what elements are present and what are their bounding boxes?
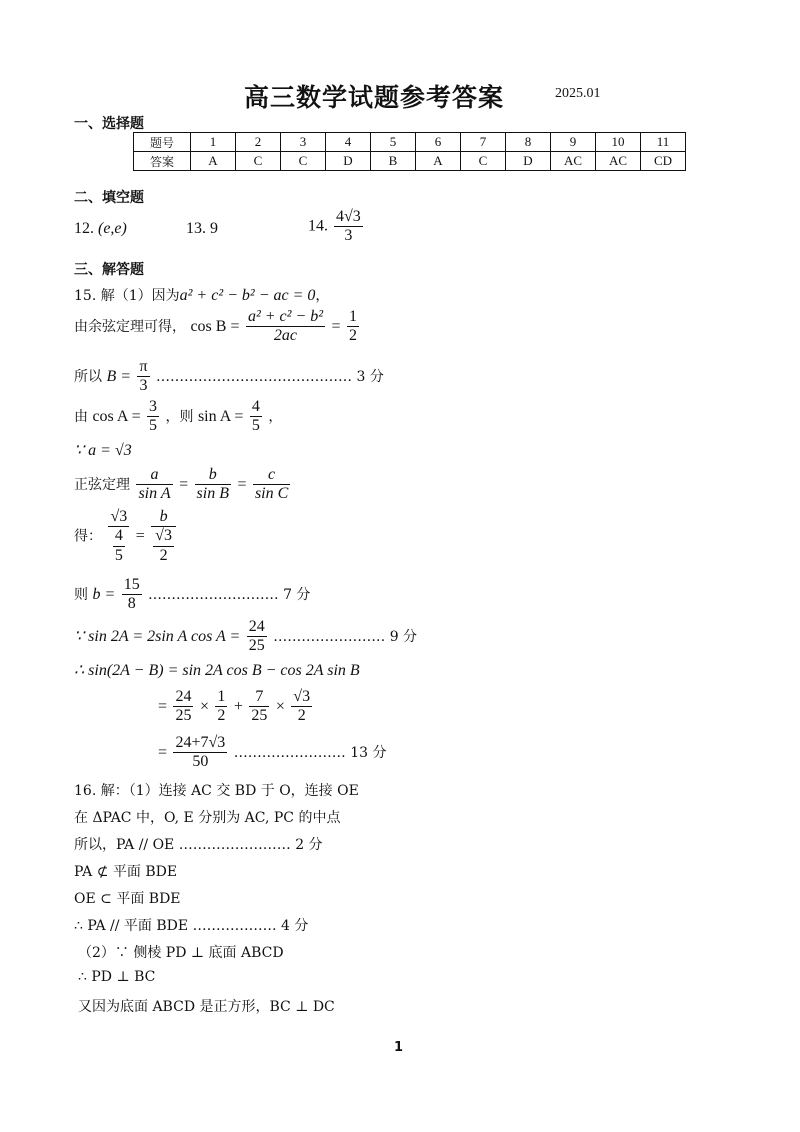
fraction-numerator: 4: [114, 527, 123, 545]
leader-dots: ……………………: [178, 837, 291, 853]
p15-get-text: 得：: [74, 528, 102, 545]
q14-fraction: [334, 208, 363, 246]
question-number: 6: [416, 133, 461, 152]
question-number: 2: [236, 133, 281, 152]
p15-line-9: [74, 618, 417, 656]
p15-inner-fraction: [153, 527, 174, 565]
p16-line-3: [74, 834, 323, 854]
equals-sign: =: [158, 697, 168, 715]
answer-cell: C: [281, 152, 326, 171]
p15-equation: a² + c² − b² − ac = 0: [179, 287, 316, 304]
fraction-numerator: 7: [255, 688, 264, 705]
q12-number: 12.: [74, 220, 94, 237]
p15-sine-ratio-b: [195, 466, 231, 504]
fraction-denominator: 2: [291, 706, 312, 725]
q14-numerator: 4√3: [336, 208, 361, 225]
fraction-numerator: 3: [149, 398, 158, 415]
leader-dots: ………………: [192, 918, 277, 934]
p15-sina-fraction: [250, 398, 262, 436]
fraction-numerator: 1: [217, 688, 226, 705]
fraction-denominator: 25: [248, 637, 265, 655]
fraction-numerator: c: [268, 466, 276, 483]
fill-q12: [74, 220, 127, 238]
answer-cell: CD: [641, 152, 686, 171]
leader-dots: .………………………: [148, 586, 279, 603]
fraction-numerator: π: [139, 358, 148, 375]
q14-denominator: 3: [334, 226, 363, 245]
fraction-denominator: sin C: [254, 485, 289, 503]
fraction-denominator: sin A: [138, 485, 171, 503]
section-fill-heading: 二、填空题: [74, 190, 144, 206]
question-number: 3: [281, 133, 326, 152]
fraction: [291, 688, 312, 726]
fraction-denominator: 2ac: [246, 326, 325, 345]
plus-sign: +: [233, 697, 243, 715]
question-number: 8: [506, 133, 551, 152]
fraction: [173, 688, 193, 726]
fraction-denominator: 50: [173, 752, 227, 771]
p15-sine-ratio-c: [253, 466, 290, 504]
question-number: 4: [326, 133, 371, 152]
section-choice-heading: 一、选择题: [74, 116, 144, 132]
p15-half-fraction: [347, 308, 359, 346]
p15-pi-fraction: [137, 358, 149, 396]
fraction-numerator: 24: [175, 688, 192, 705]
p15-cosa-fraction: [147, 398, 159, 436]
answer-cell: AC: [551, 152, 596, 171]
p15-line-8: [74, 576, 310, 614]
page-number: 1: [394, 1040, 404, 1055]
p15-sin2a-expr: ∵ sin 2A = 2sin A cos A =: [74, 627, 241, 645]
p16-parallel-text: 所以，PA // OE: [74, 837, 175, 853]
p15-b-fraction: [122, 576, 142, 614]
answer-cell: C: [236, 152, 281, 171]
leader-dots: ……………………: [273, 628, 386, 645]
answer-cell: D: [326, 152, 371, 171]
fraction-denominator: 25: [251, 707, 268, 725]
q14-number: 14.: [308, 217, 328, 235]
equals-sign: =: [158, 743, 168, 761]
page-title: 高三数学试题参考答案: [244, 83, 505, 112]
fraction: [249, 688, 269, 726]
p15-line-10: ∴ sin(2A − B) = sin 2A cos B − cos 2A sin B: [74, 662, 360, 679]
score-label: 7 分: [283, 586, 311, 603]
p15-line-5: ∵ a = √3: [74, 442, 132, 459]
fraction-numerator: a² + c² − b²: [247, 308, 324, 325]
leader-dots: ……………………: [233, 744, 346, 761]
fraction-numerator: √3: [110, 508, 128, 525]
fraction-numerator: b: [208, 466, 217, 483]
fraction-denominator: 3: [137, 376, 149, 395]
question-number: 7: [461, 133, 506, 152]
p15-cosine-law-text: 由余弦定理可得，: [74, 318, 186, 335]
equals-sign: =: [135, 527, 145, 545]
p16-line-1: 16. 解：（1）连接 AC 交 BD 于 O，连接 OE: [74, 783, 359, 799]
p15-cosa-lhs: cos A =: [92, 407, 141, 425]
fraction-numerator: 1: [348, 308, 357, 325]
table-row-label: 题号: [134, 133, 191, 152]
exam-date: 2025.01: [555, 86, 601, 101]
q13-answer: 9: [210, 220, 218, 237]
p16-line-5: OE ⊂ 平面 BDE: [74, 891, 181, 907]
fraction-numerator: a: [150, 466, 159, 483]
p15-sine-law-text: 正弦定理: [74, 476, 130, 493]
p16-line-8: ∴ PD ⊥ BC: [78, 969, 156, 985]
question-number: 11: [641, 133, 686, 152]
p15-compound-fraction-right: [151, 508, 176, 565]
p15-line-4: [74, 398, 282, 436]
answer-cell: B: [371, 152, 416, 171]
answer-cell: C: [461, 152, 506, 171]
p16-line-2: 在 ΔPAC 中，O, E 分别为 AC, PC 的中点: [74, 810, 341, 826]
p15-line-12: [158, 734, 386, 772]
leader-dots: ……………………………………: [156, 368, 353, 385]
fraction-denominator: 25: [175, 707, 192, 725]
fraction-numerator: 4: [251, 398, 260, 415]
times-sign: ×: [275, 697, 285, 715]
fraction: [215, 688, 227, 726]
p15-b-lhs: B =: [106, 367, 132, 385]
p15-sina-lhs: sin A =: [197, 407, 244, 425]
p15-from-text: 由: [74, 408, 88, 425]
score-label: 9 分: [389, 628, 418, 645]
times-sign: ×: [199, 697, 209, 715]
p16-line-9: 又因为底面 ABCD 是正方形，BC ⊥ DC: [78, 999, 335, 1015]
p15-then-text: ，则: [165, 408, 194, 425]
question-number: 9: [551, 133, 596, 152]
p15-comma: ，: [315, 288, 330, 304]
fill-q13: [186, 220, 218, 238]
p16-line-6: [74, 915, 308, 935]
p15-compound-fraction-left: [108, 508, 129, 565]
answer-cell: A: [191, 152, 236, 171]
fraction-denominator: sin B: [196, 485, 229, 503]
fraction-numerator: 24: [248, 618, 265, 635]
answer-table-number-row: [134, 133, 686, 152]
equals-sign: =: [179, 475, 189, 493]
fraction-denominator: 5: [251, 417, 260, 435]
fraction-denominator: 5: [114, 546, 123, 564]
q13-number: 13.: [186, 220, 206, 237]
fraction-numerator: 15: [123, 576, 140, 593]
question-number: 5: [371, 133, 416, 152]
section-solve-heading: 三、解答题: [74, 262, 144, 278]
answer-table: [133, 132, 686, 171]
p15-line-6: [74, 466, 292, 504]
p15-sine-ratio-a: [136, 466, 172, 504]
fraction-numerator: √3: [155, 527, 172, 545]
fraction-denominator: [151, 526, 176, 565]
p16-line-7: （2）∵ 侧棱 PD ⊥ 底面 ABCD: [78, 945, 284, 961]
equals-sign: =: [331, 317, 341, 335]
p15-inner-fraction: [113, 527, 125, 565]
p15-line-3: [74, 358, 384, 396]
p15-final-fraction: [173, 734, 227, 772]
p15-comma: ，: [268, 408, 283, 425]
answer-cell: AC: [596, 152, 641, 171]
p15-cosb-lhs: cos B =: [190, 317, 240, 335]
p15-line-2: [74, 308, 361, 346]
question-number: 1: [191, 133, 236, 152]
score-label: 3 分: [356, 368, 384, 385]
question-number: 10: [596, 133, 641, 152]
fraction-denominator: 2: [348, 327, 357, 345]
p15-b-lhs: b =: [92, 585, 116, 603]
answer-cell: D: [506, 152, 551, 171]
p15-sin2a-fraction: [247, 618, 267, 656]
p15-line-1: [74, 285, 329, 305]
answer-table-answer-row: [134, 152, 686, 171]
fraction-numerator: b: [159, 508, 168, 525]
answer-table-wrapper: [133, 132, 686, 171]
fill-q14: [308, 208, 365, 246]
table-row-label: 答案: [134, 152, 191, 171]
score-label: 4 分: [281, 918, 309, 934]
answer-cell: A: [416, 152, 461, 171]
p16-conclusion-text: ∴ PA // 平面 BDE: [74, 918, 189, 934]
fraction-numerator: √3: [293, 688, 311, 705]
score-label: 13 分: [350, 744, 387, 761]
p15-so-text: 所以: [74, 368, 102, 385]
fraction-denominator: 2: [217, 707, 226, 725]
fraction-numerator: 24+7√3: [175, 734, 226, 751]
fraction-denominator: 2: [153, 546, 174, 565]
q12-answer: (e,e): [98, 220, 127, 237]
p15-line-11: [158, 688, 314, 726]
p15-line-7: [74, 508, 178, 565]
equals-sign: =: [237, 475, 247, 493]
p15-cosb-fraction: [246, 308, 325, 346]
fraction-denominator: [108, 526, 129, 565]
p16-line-4: PA ⊄ 平面 BDE: [74, 864, 178, 880]
p15-intro: 15. 解（1）因为: [74, 288, 180, 304]
p15-then-b-text: 则: [74, 586, 88, 603]
score-label: 2 分: [295, 837, 323, 853]
fraction-denominator: 8: [122, 594, 142, 613]
fraction-denominator: 5: [149, 417, 158, 435]
